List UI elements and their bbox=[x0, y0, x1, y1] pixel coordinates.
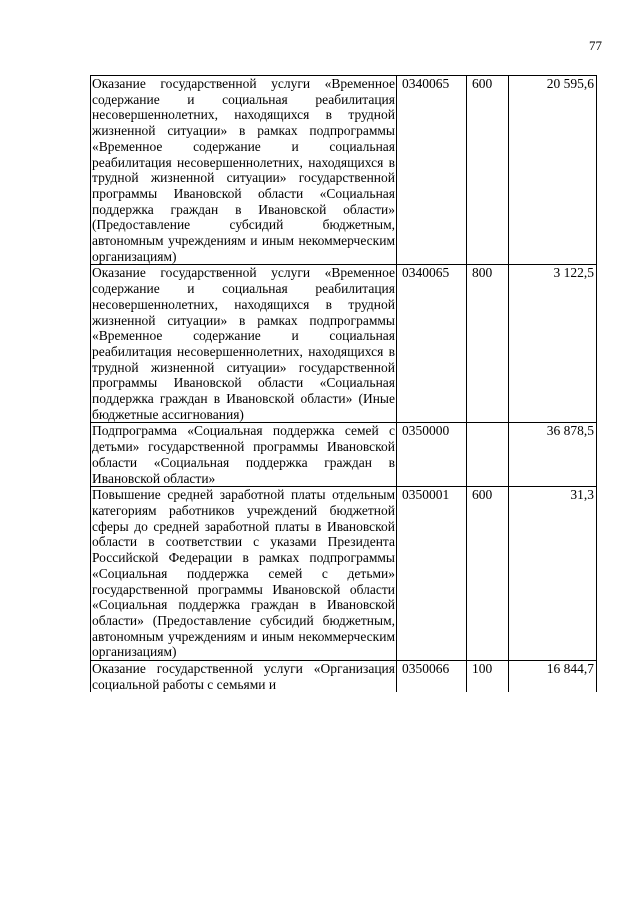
row-sum: 16 844,7 bbox=[509, 661, 597, 693]
row-target-code: 0350066 bbox=[397, 661, 467, 693]
row-target-code: 0340065 bbox=[397, 265, 467, 423]
row-sum: 31,3 bbox=[509, 487, 597, 661]
row-target-code: 0340065 bbox=[397, 76, 467, 265]
row-sum: 3 122,5 bbox=[509, 265, 597, 423]
table-row bbox=[91, 661, 597, 693]
row-sum: 36 878,5 bbox=[509, 423, 597, 487]
row-sum: 20 595,6 bbox=[509, 76, 597, 265]
row-expense-type: 600 bbox=[467, 487, 509, 661]
row-target-code: 0350001 bbox=[397, 487, 467, 661]
row-expense-type: 800 bbox=[467, 265, 509, 423]
budget-table bbox=[90, 75, 597, 692]
table-row bbox=[91, 423, 597, 487]
row-name: Оказание государственной услуги «Временное содержание и социальная реабилитация несовершеннолетних, находящихся в трудной жизненной ситуации» в рамках подпрограммы «Временное содержание и социальная реабилитация несовершеннолетних, находящихся в трудной жизненной ситуации» государственной программы Ивановской области «Социальная поддержка граждан в Ивановской области» (Предоставление субсидий бюджетным, автономным учреждениям и иным некоммерческим организациям) bbox=[92, 76, 395, 264]
table-row bbox=[91, 76, 597, 265]
table-row bbox=[91, 265, 597, 423]
table-row bbox=[91, 487, 597, 661]
row-expense-type bbox=[467, 423, 509, 487]
page-number: 77 bbox=[589, 38, 602, 53]
row-name: Оказание государственной услуги «Временное содержание и социальная реабилитация несовершеннолетних, находящихся в трудной жизненной ситуации» в рамках подпрограммы «Временное содержание и социальная реабилитация несовершеннолетних, находящихся в трудной жизненной ситуации» государственной программы Ивановской области «Социальная поддержка граждан в Ивановской области» (Иные бюджетные ассигнования) bbox=[92, 265, 395, 422]
row-name: Оказание государственной услуги «Организация социальной работы с семьями и bbox=[92, 661, 395, 692]
row-target-code: 0350000 bbox=[397, 423, 467, 487]
row-expense-type: 100 bbox=[467, 661, 509, 693]
row-name: Повышение средней заработной платы отдельным категориям работников учреждений бюджетной сферы до средней заработной платы в Ивановской области в соответствии с указами Президента Российской Федерации в рамках подпрограммы «Социальная поддержка семей с детьми» государственной программы Ивановской области «Социальная поддержка граждан в Ивановской области» (Предоставление субсидий бюджетным, автономным учреждениям и иным некоммерческим организациям) bbox=[92, 487, 395, 660]
row-name: Подпрограмма «Социальная поддержка семей с детьми» государственной программы Ивановской области «Социальная поддержка граждан в Ивановской области» bbox=[92, 423, 395, 486]
row-expense-type: 600 bbox=[467, 76, 509, 265]
